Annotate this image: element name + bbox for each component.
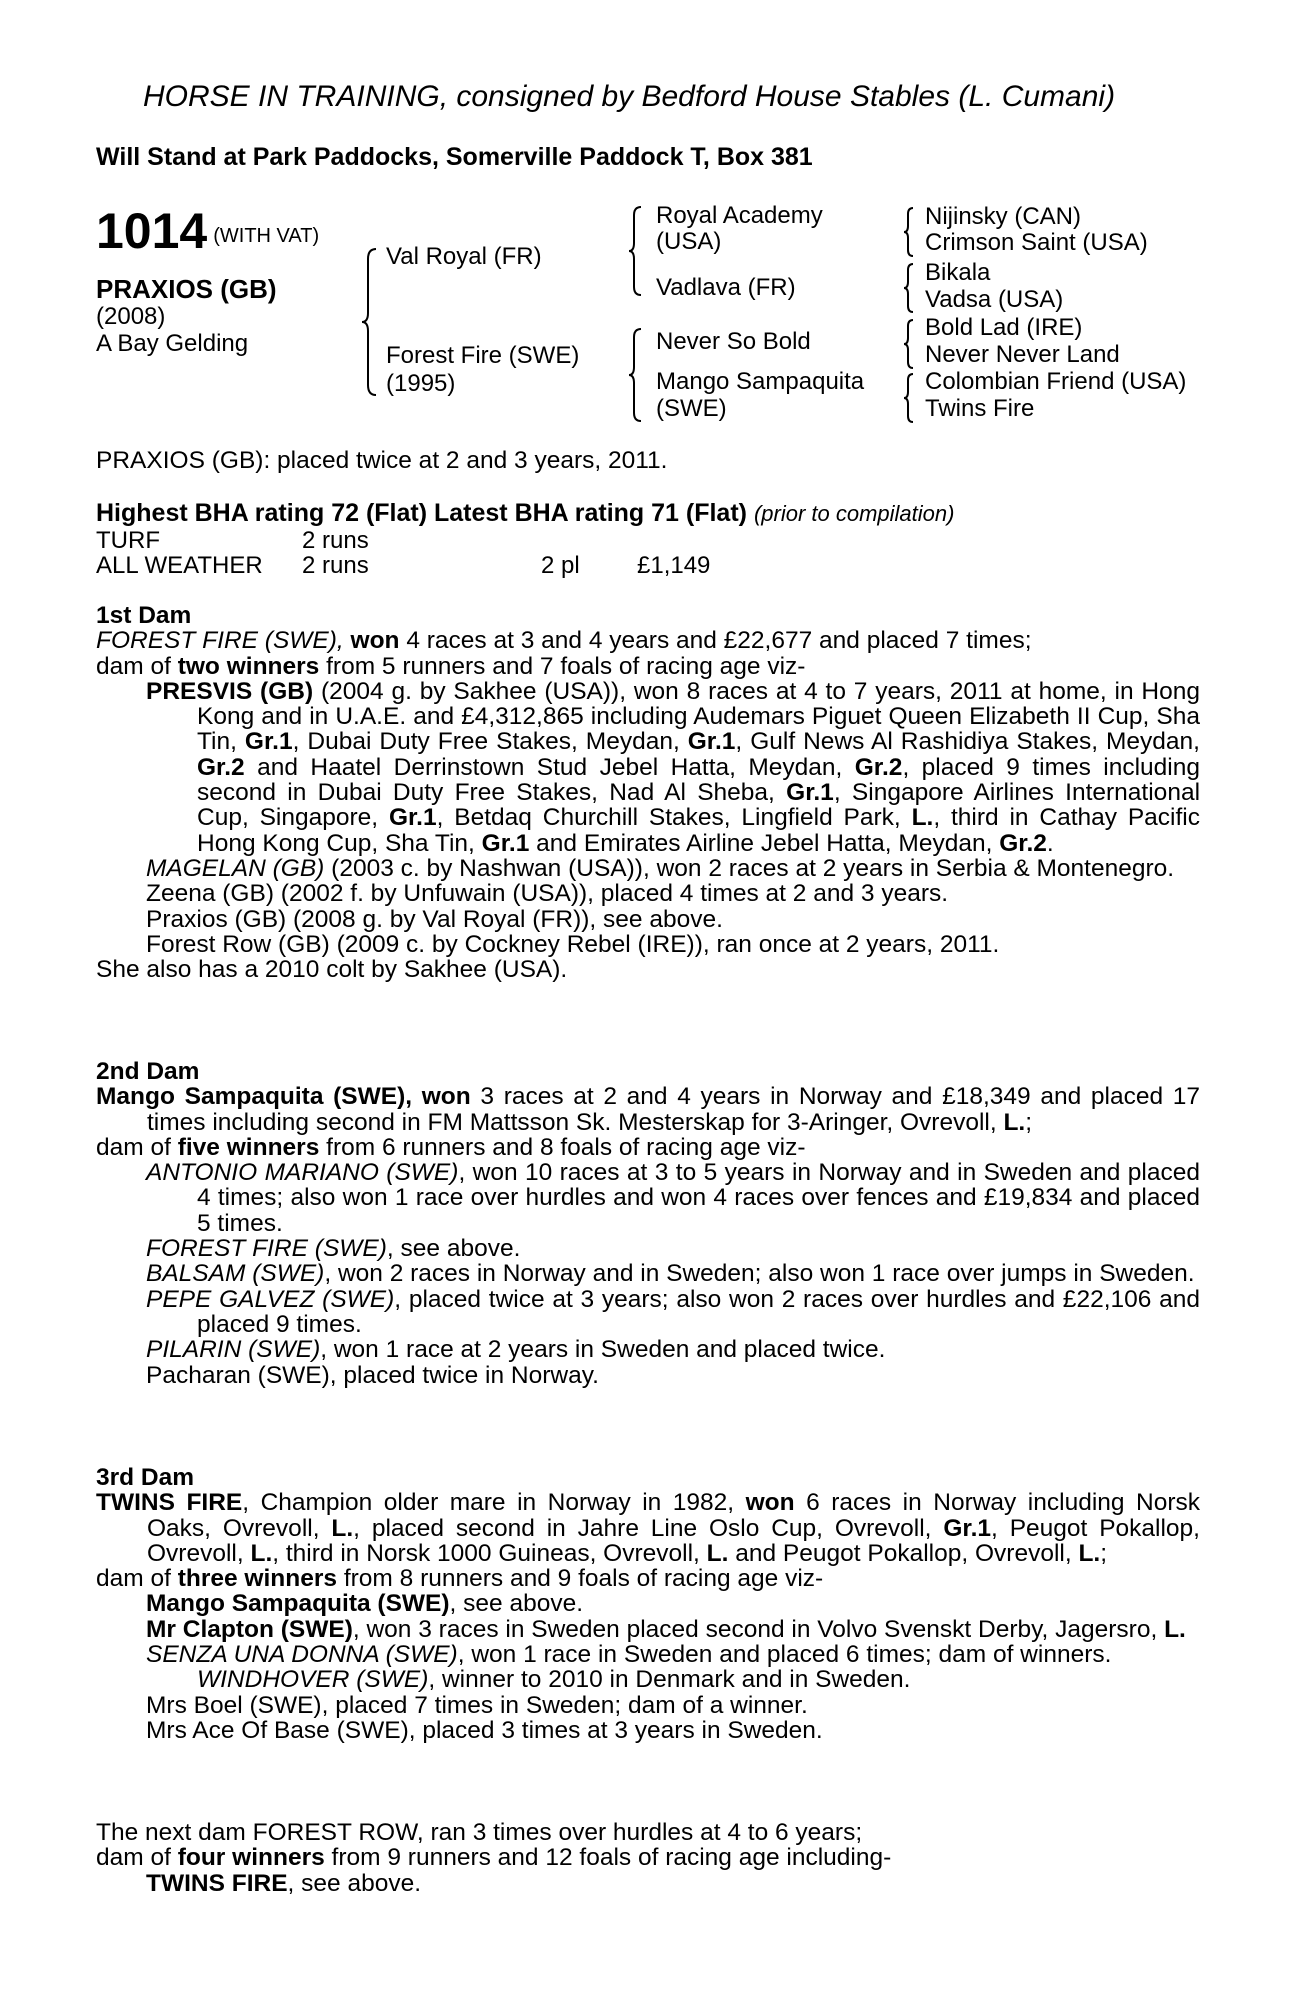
listed-label: L.	[1164, 1615, 1186, 1643]
grade-label: Gr.1	[943, 1514, 992, 1542]
sire-dam: Vadlava (FR)	[656, 274, 796, 301]
ggd-2: Vadsa (USA)	[925, 286, 1064, 313]
vat-note: (WITH VAT)	[213, 225, 320, 247]
sire: Val Royal (FR)	[386, 243, 542, 270]
sire-sire-country: (USA)	[656, 228, 722, 255]
winners-count: two winners	[177, 652, 320, 680]
offspring-name: MAGELAN (GB)	[146, 854, 325, 882]
record-text: , placed second in Jahre Line Oslo Cup, Ovrevoll,	[353, 1514, 932, 1542]
dam-of-label: dam of	[96, 1133, 171, 1161]
grade-label: Gr.1	[481, 829, 530, 857]
dam-line-brace	[627, 327, 645, 423]
offspring-text: (2003 c. by Nashwan (USA)), won 2 races at 2 years in Serbia & Montenegro.	[331, 854, 1175, 882]
winners-count: three winners	[177, 1565, 338, 1593]
aw-runs: 2 runs	[302, 552, 369, 579]
offspring-name: Mr Clapton (SWE)	[146, 1615, 353, 1643]
offspring-pacharan: Pacharan (SWE), placed twice in Norway.	[146, 1361, 599, 1389]
offspring-text: , won 2 races in Norway and in Sweden; also won 1 race over jumps in Sweden.	[324, 1260, 1195, 1288]
offspring-forest-row: Forest Row (GB) (2009 c. by Cockney Rebel (IRE)), ran once at 2 years, 2011.	[146, 930, 1000, 958]
offspring-name: WINDHOVER (SWE)	[197, 1666, 429, 1694]
offspring-praxios: Praxios (GB) (2008 g. by Val Royal (FR)), see above.	[146, 905, 723, 933]
offspring-text: , third in Cathay Pacific Hong Kong Cup, Sha Tin,	[197, 804, 1200, 857]
next-dam-section	[96, 1820, 1200, 1896]
offspring-name: ANTONIO MARIANO (SWE)	[146, 1159, 459, 1187]
horse-name: PRAXIOS (GB)	[96, 274, 277, 304]
dam: Forest Fire (SWE)	[386, 342, 580, 369]
bha-ratings	[96, 499, 954, 528]
winners-count: four winners	[177, 1844, 325, 1872]
brace-vadlava	[902, 262, 916, 314]
offspring-name: FOREST FIRE (SWE)	[146, 1235, 387, 1263]
third-dam-name: TWINS FIRE	[96, 1489, 243, 1517]
grade-label: Gr.1	[244, 728, 293, 756]
ggs-2: Bikala	[925, 259, 991, 286]
ggs-3: Bold Lad (IRE)	[925, 314, 1083, 341]
turf-runs: 2 runs	[302, 527, 369, 554]
aw-label: ALL WEATHER	[96, 552, 263, 579]
brace-royal-academy	[902, 206, 916, 258]
offspring-text: and Haatel Derrinstown Stud Jebel Hatta, Meydan,	[257, 753, 843, 781]
first-dam-section	[96, 603, 1200, 982]
record-text: 6 races in Norway including Norsk Oaks, Ovrevoll,	[147, 1489, 1201, 1542]
offspring-name: BALSAM (SWE)	[146, 1260, 325, 1288]
offspring-text: , won 3 races in Sweden placed second in Volvo Svenskt Derby, Jagersro,	[352, 1615, 1158, 1643]
third-dam-record: TWINS FIRE, Champion older mare in Norway in 1982, won 6 races in Norway including Norsk Oaks, Ovrevoll, L., placed second in Jahre Line Oslo Cup, Ovrevoll, Gr.1, Peugot Pokallop, Ovrevoll, L., third in Norsk 1000 Guineas, Ovrevoll, L. and Peugot Pokallop, Ovrevoll, L.;	[96, 1489, 1201, 1567]
offspring-name: SENZA UNA DONNA (SWE)	[146, 1641, 458, 1669]
listed-label: L.	[706, 1539, 729, 1567]
second-dam-section	[96, 1059, 1200, 1388]
offspring-text: , won 10 races at 3 to 5 years in Norway and in Sweden and placed 4 times; also won 1 race over hurdles and won 4 races over fences and £19,834 and placed 5 times.	[197, 1159, 1200, 1237]
second-dam-produce	[96, 1135, 1200, 1160]
offspring-name: Mango Sampaquita (SWE)	[146, 1590, 450, 1618]
offspring-presvis: PRESVIS (GB) (2004 g. by Sakhee (USA)), won 8 races at 4 to 7 years, 2011 at home, in Hong Kong and in U.A.E. and £4,312,865 including Audemars Piguet Queen Elizabeth II Cup, Sha Tin, Gr.1, Dubai Duty Free Stakes, Meydan, Gr.1, Gulf News Al Rashidiya Stakes, Meydan, Gr.2 and Haatel Derrinstown Stud Jebel Hatta, Meydan, Gr.2, placed 9 times including second in Dubai Duty Free Stakes, Nad Al Sheba, Gr.1, Singapore Airlines International Cup, Singapore, Gr.1, Betdaq Churchill Stakes, Lingfield Park, L., third in Cathay Pacific Hong Kong Cup, Sha Tin, Gr.1 and Emirates Airline Jebel Hatta, Meydan, Gr.2.	[146, 677, 1201, 857]
dam-year: (1995)	[386, 370, 456, 397]
offspring-ace: Mrs Ace Of Base (SWE), placed 3 times at 3 years in Sweden.	[146, 1716, 823, 1744]
next-dam-produce	[96, 1845, 1200, 1870]
turf-label: TURF	[96, 527, 160, 554]
brace-never-so-bold	[902, 318, 916, 370]
offspring-antonio	[96, 1160, 1200, 1236]
race-summary: PRAXIOS (GB): placed twice at 2 and 3 years, 2011.	[96, 447, 668, 474]
first-dam-also: She also has a 2010 colt by Sakhee (USA).	[96, 956, 568, 984]
second-dam-record: Mango Sampaquita (SWE), won 3 races at 2 and 4 years in Norway and £18,349 and placed 17 times including second in FM Mattsson Sk. Mesterskap for 3-Aringer, Ovrevoll, L.;	[96, 1083, 1200, 1136]
record-text: , Champion older mare in Norway in 1982,	[242, 1489, 735, 1517]
grade-label: Gr.2	[999, 829, 1047, 857]
offspring-balsam	[96, 1261, 1200, 1286]
offspring-clapton	[96, 1617, 1200, 1642]
record-text: , third in Norsk 1000 Guineas, Ovrevoll,	[272, 1539, 700, 1567]
record-text: , Peugot Pokallop, Ovrevoll,	[147, 1514, 1200, 1567]
listed-label: L.	[1003, 1108, 1026, 1136]
grade-label: Gr.2	[197, 753, 245, 781]
offspring-text: , placed twice at 3 years; also won 2 races over hurdles and £22,106 and placed 9 times.	[197, 1285, 1200, 1338]
offspring-text: , see above.	[287, 1869, 422, 1897]
dam-dam: Mango Sampaquita	[656, 368, 865, 395]
ggd-4: Twins Fire	[925, 395, 1035, 422]
offspring-text: , Singapore Airlines International Cup, Singapore,	[197, 779, 1201, 832]
grade-label: Gr.1	[786, 779, 834, 807]
foals-text: from 9 runners and 12 foals of racing age including-	[331, 1844, 892, 1872]
horse-description: A Bay Gelding	[96, 330, 249, 357]
listed-label: L.	[1078, 1539, 1101, 1567]
dam-of-label: dam of	[96, 1844, 171, 1872]
sire-dam-brace	[360, 247, 380, 397]
offspring-text: , placed 9 times including second in Dubai Duty Free Stakes, Nad Al Sheba,	[197, 753, 1200, 807]
first-dam-record	[96, 628, 1200, 653]
consignment-header: HORSE IN TRAINING, consigned by Bedford House Stables (L. Cumani)	[143, 80, 1116, 113]
won-label: won	[745, 1489, 795, 1517]
stand-location: Will Stand at Park Paddocks, Somerville Paddock T, Box 381	[96, 143, 813, 171]
third-dam-section	[96, 1465, 1200, 1743]
first-dam-heading: 1st Dam	[96, 602, 192, 629]
winners-count: five winners	[177, 1133, 320, 1161]
horse-year: (2008)	[96, 303, 166, 330]
offspring-text: , see above.	[386, 1235, 521, 1263]
offspring-magelan	[96, 856, 1200, 881]
offspring-text: , see above.	[449, 1590, 584, 1618]
second-dam-record-text: 3 races at 2 and 4 years in Norway and £18,349 and placed 17 times including second in FM Mattsson Sk. Mesterskap for 3-Aringer, Ovrevoll,	[147, 1083, 1200, 1136]
offspring-text: , Betdaq Churchill Stakes, Lingfield Park,	[436, 804, 901, 832]
first-dam-name: FOREST FIRE (SWE),	[96, 627, 344, 655]
offspring-text: , won 1 race in Sweden and placed 6 times; dam of winners.	[457, 1641, 1112, 1669]
offspring-name: PEPE GALVEZ (SWE)	[146, 1285, 395, 1313]
listed-label: L.	[331, 1514, 354, 1542]
first-dam-produce	[96, 654, 1200, 679]
offspring-boel: Mrs Boel (SWE), placed 7 times in Sweden; dam of a winner.	[146, 1691, 808, 1719]
offspring-name: TWINS FIRE	[146, 1869, 288, 1897]
second-dam-name: Mango Sampaquita (SWE), won	[96, 1083, 471, 1111]
third-dam-heading: 3rd Dam	[96, 1464, 195, 1491]
offspring-name: PILARIN (SWE)	[146, 1336, 321, 1364]
foals-text: from 5 runners and 7 foals of racing age viz-	[326, 652, 806, 680]
offspring-mango	[96, 1591, 1200, 1616]
offspring-twins-fire	[96, 1871, 1200, 1896]
offspring-text: , won 1 race at 2 years in Sweden and placed twice.	[320, 1336, 886, 1364]
won-label: won	[350, 627, 400, 655]
lot-number-value: 1014	[96, 203, 208, 259]
grade-label: Gr.1	[388, 804, 437, 832]
foals-text: from 8 runners and 9 foals of racing age viz-	[343, 1565, 824, 1593]
dam-of-label: dam of	[96, 652, 171, 680]
grade-label: Gr.2	[854, 753, 903, 781]
listed-label: L.	[250, 1539, 273, 1567]
offspring-pilarin	[96, 1337, 1200, 1362]
offspring-text: and Emirates Airline Jebel Hatta, Meydan,	[536, 829, 993, 857]
offspring-name: PRESVIS (GB)	[146, 677, 314, 705]
offspring-forest-fire	[96, 1236, 1200, 1261]
bha-ratings-text: Highest BHA rating 72 (Flat) Latest BHA rating 71 (Flat)	[96, 499, 747, 527]
aw-prize-money: £1,149	[637, 552, 711, 579]
dam-dam-country: (SWE)	[656, 395, 727, 422]
ggd-3: Never Never Land	[925, 341, 1120, 368]
ggs-4: Colombian Friend (USA)	[925, 368, 1187, 395]
sire-sire: Royal Academy	[656, 202, 823, 229]
first-dam-record-text: 4 races at 3 and 4 years and £22,677 and placed 7 times;	[406, 627, 1032, 655]
offspring-windhover	[96, 1667, 1200, 1692]
aw-placed: 2 pl	[541, 552, 580, 579]
grade-label: Gr.1	[687, 728, 736, 756]
offspring-zeena: Zeena (GB) (2002 f. by Unfuwain (USA)), placed 4 times at 2 and 3 years.	[146, 880, 949, 908]
offspring-senza	[96, 1642, 1200, 1667]
record-text: and Peugot Pokallop, Ovrevoll,	[735, 1539, 1072, 1567]
dam-of-label: dam of	[96, 1565, 171, 1593]
next-dam-record: The next dam FOREST ROW, ran 3 times over hurdles at 4 to 6 years;	[96, 1819, 863, 1846]
second-dam-heading: 2nd Dam	[96, 1058, 200, 1085]
brace-mango-sampaquita	[902, 372, 916, 424]
ratings-note: (prior to compilation)	[753, 501, 955, 526]
listed-label: L.	[911, 804, 934, 832]
offspring-text: , Dubai Duty Free Stakes, Meydan,	[292, 728, 680, 756]
offspring-text: (2004 g. by Sakhee (USA)), won 8 races at 4 to 7 years, 2011 at home, in Hong Kong and in U.A.E. and £4,312,865 including Audemars Piguet Queen Elizabeth II Cup, Sha Tin,	[197, 677, 1200, 756]
ggd-1: Crimson Saint (USA)	[925, 229, 1148, 256]
dam-sire: Never So Bold	[656, 328, 811, 355]
offspring-text: , Gulf News Al Rashidiya Stakes, Meydan,	[735, 728, 1200, 756]
third-dam-produce	[96, 1566, 1200, 1591]
ggs-1: Nijinsky (CAN)	[925, 203, 1081, 230]
offspring-pepe	[96, 1287, 1200, 1338]
sire-line-brace	[627, 205, 645, 297]
offspring-text: , winner to 2010 in Denmark and in Sweden.	[428, 1666, 911, 1694]
lot-number	[96, 203, 320, 259]
foals-text: from 6 runners and 8 foals of racing age viz-	[326, 1133, 806, 1161]
